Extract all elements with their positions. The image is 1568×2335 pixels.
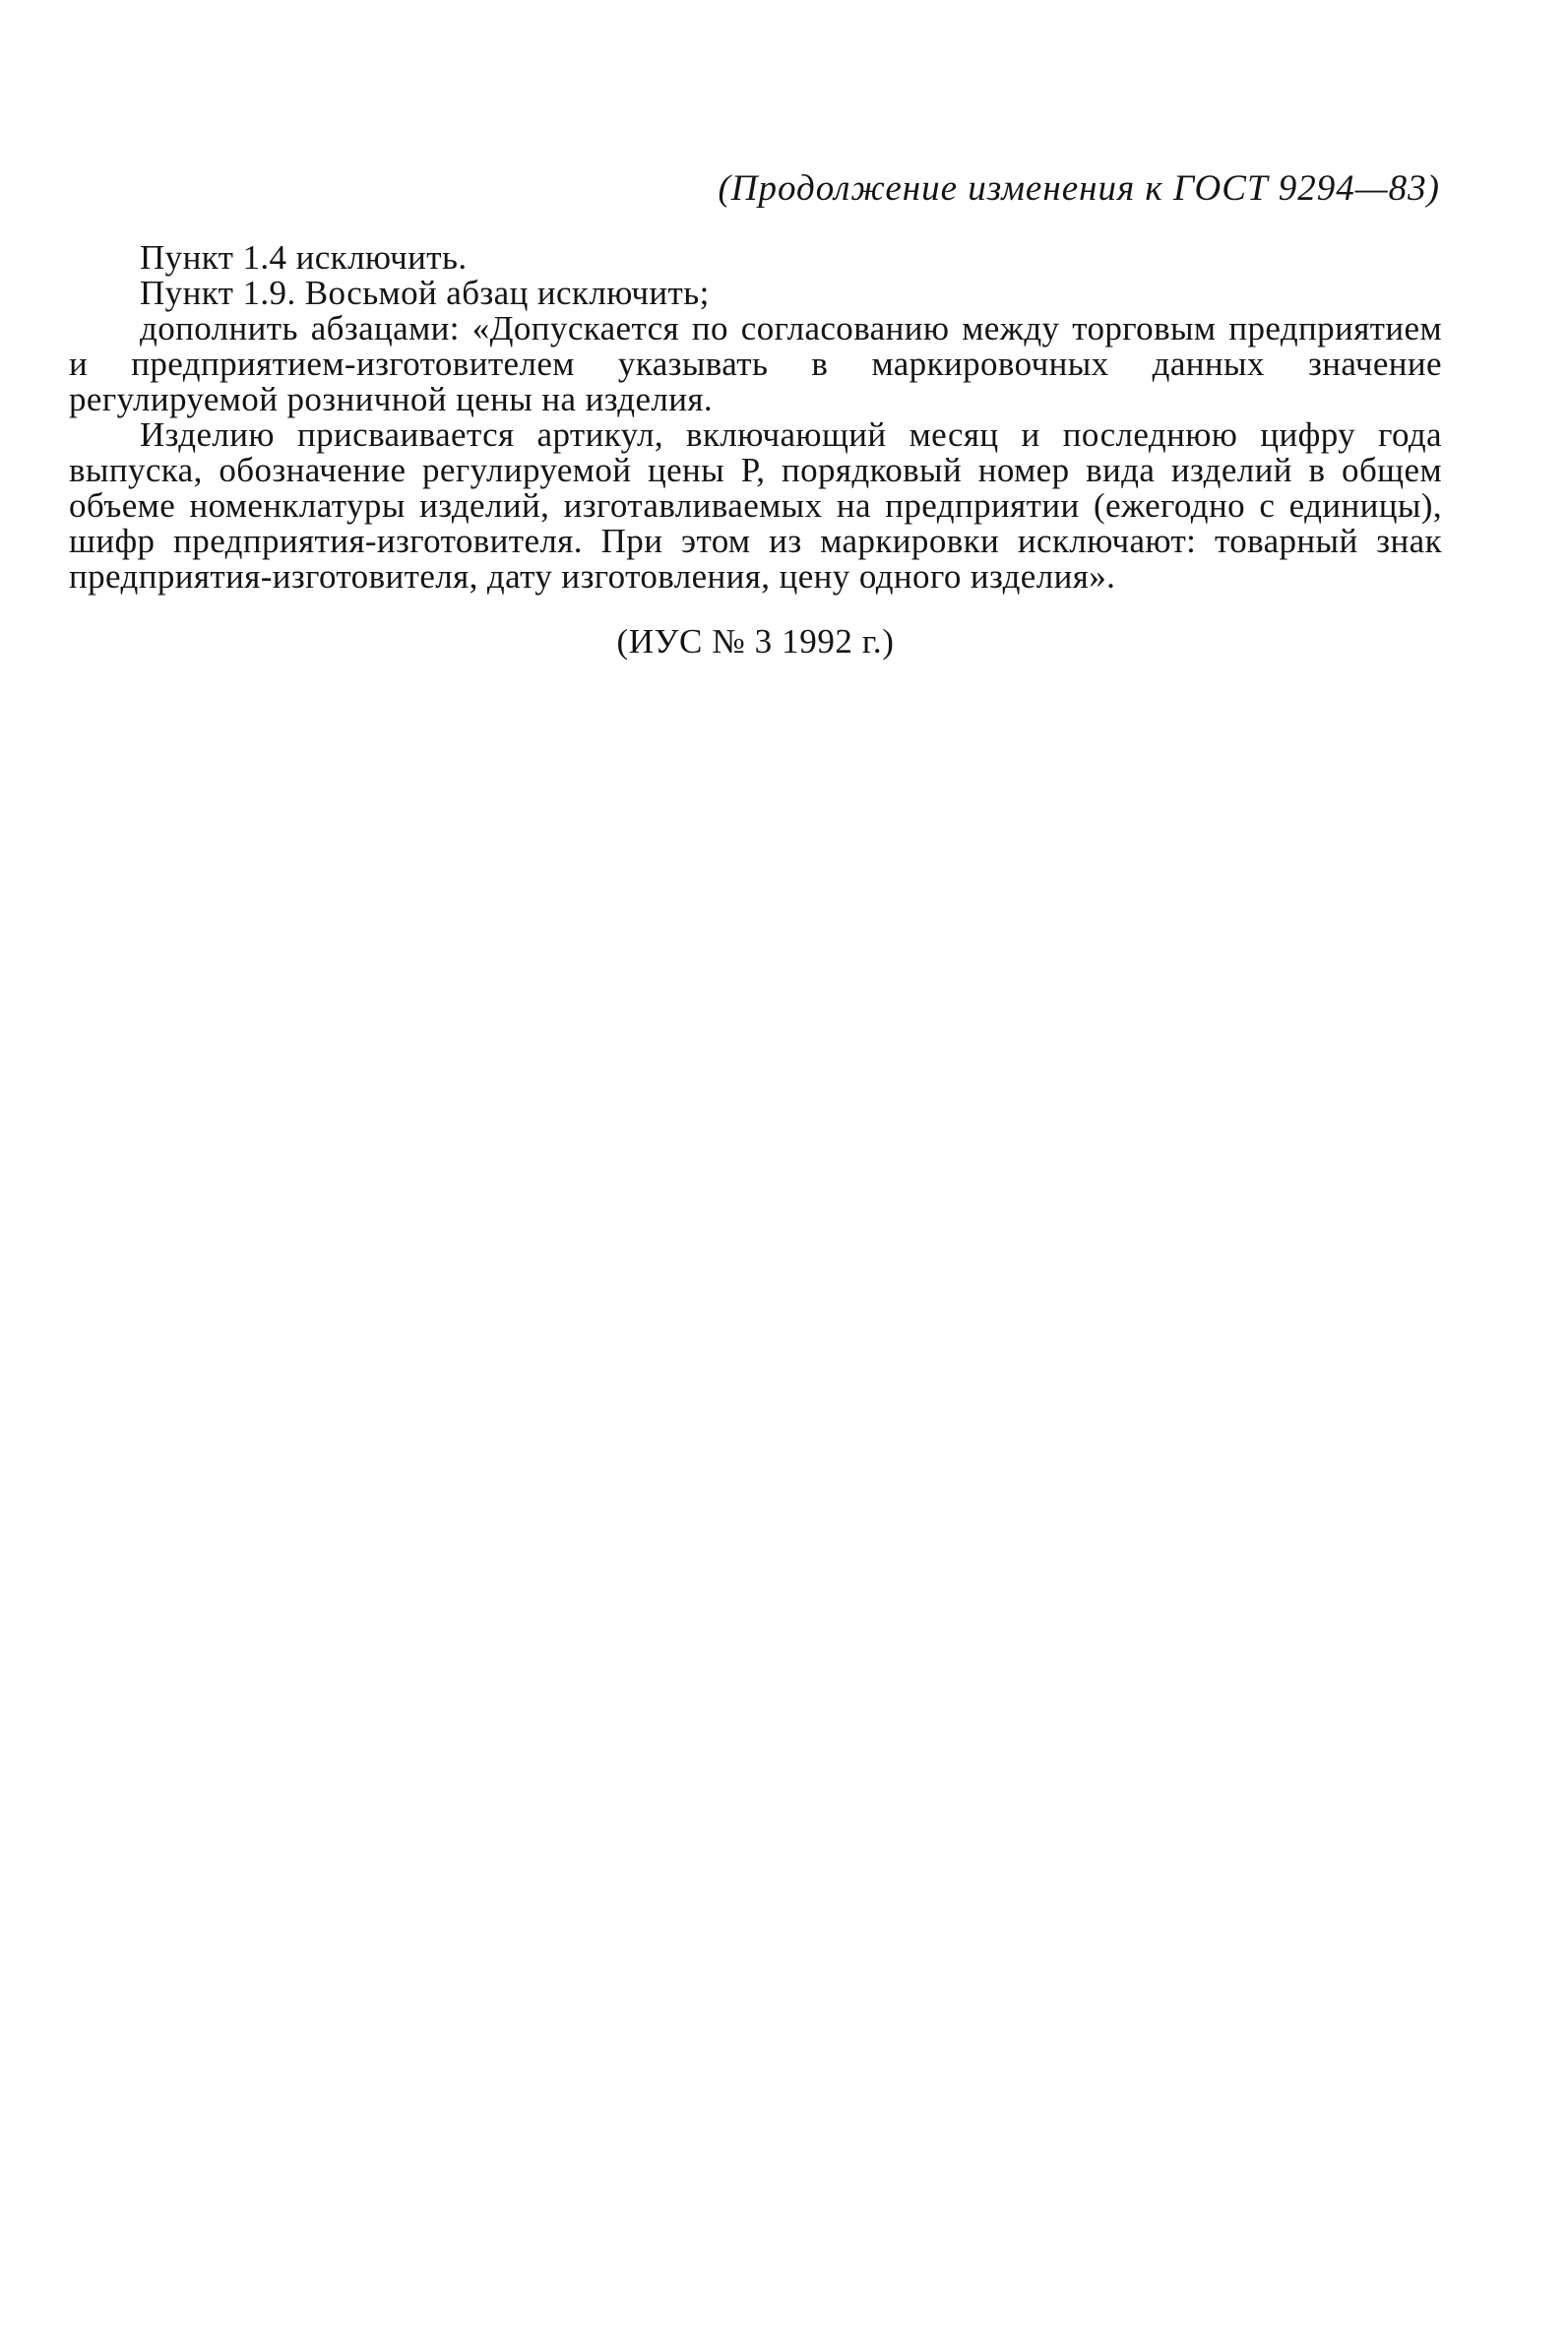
document-page xyxy=(69,167,1442,662)
paragraph-item-1-9: Пункт 1.9. Восьмой абзац исключить; xyxy=(140,274,710,312)
amendment-body xyxy=(69,240,1442,595)
source-reference: (ИУС № 3 1992 г.) xyxy=(616,622,895,661)
paragraph-article-number: Изделию присваивается артикул, включающий месяц и последнюю цифру года выпуска, обозначение регулируемой цены Р, порядковый номер вида изделий в общем объеме номенклатуры изделий, изготавливаемых на предприятии (ежегодно с единицы), шифр предприятия-изготовителя. При этом из маркировки исключают: товарный знак предприятия-изготовителя, дату изготовления, цену одного изделия». xyxy=(69,415,1442,596)
paragraph-supplement: дополнить абзацами: «Допускается по согласованию между торговым предприятием и предприятием-изготовителем указывать в маркировочных данных значение регулируемой розничной цены на изделия. xyxy=(69,309,1442,418)
continuation-header: (Продолжение изменения к ГОСТ 9294—83) xyxy=(718,168,1440,209)
paragraph-item-1-4: Пункт 1.4 исключить. xyxy=(140,238,468,277)
